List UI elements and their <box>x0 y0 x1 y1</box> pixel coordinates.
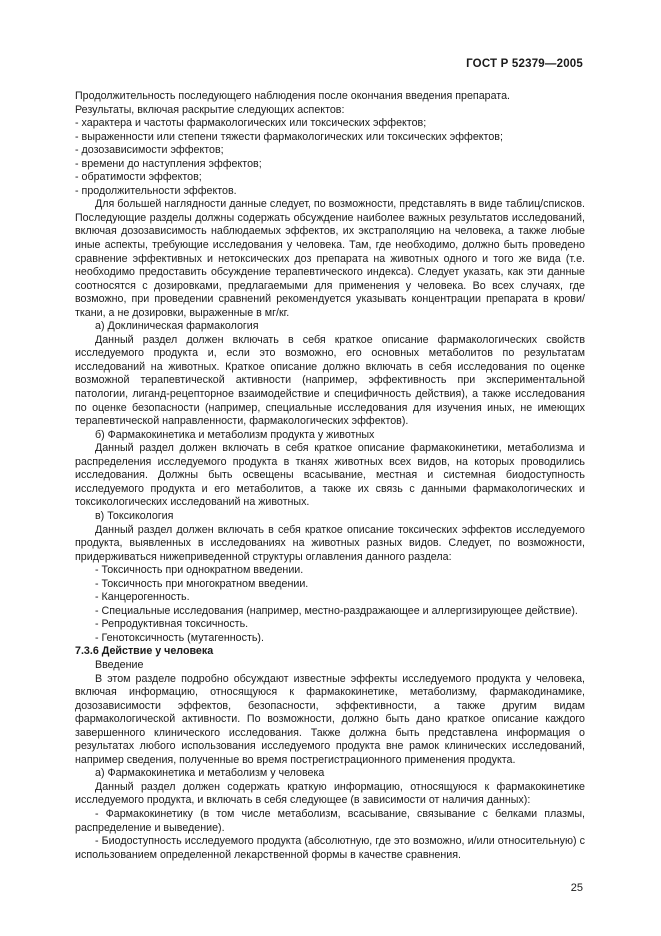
body-paragraph: - Канцерогенность. <box>95 591 190 604</box>
section-heading: 7.3.6 Действие у человека <box>75 645 214 658</box>
body-paragraph: Данный раздел должен включать в себя краткое описание фармакокинетики, метаболизма и распределения исследуемого продукта в тканях животных всех видов, на которых проводились исследования. Должны быть освещены всасывание, местная и системная биодоступность исследуемого продукта и его метаболитов, а также их связь с данными фармакологических и токсикологических исследований на животных. <box>75 442 585 509</box>
page-number: 25 <box>570 882 583 894</box>
body-paragraph: - Токсичность при однократном введении. <box>95 564 304 577</box>
body-paragraph: В этом разделе подробно обсуждают известные эффекты исследуемого продукта у человека, включая информацию, относящуюся к фармакокинетике, метаболизму, фармакодинамике, дозозависимости эффектов, безопасности, эффективности, а также другим видам фармакологической активности. По возможности, должно быть дано краткое описание каждого завершенного клинического исследования. Также должна быть представлена информация о результатах любого использования исследуемого продукта вне рамок клинических исследований, например сведения, полученные во время пострегистрационного применения продукта. <box>75 672 585 766</box>
document-body <box>75 90 585 862</box>
body-paragraph: в) Токсикология <box>95 509 174 522</box>
body-paragraph: - Генотоксичность (мутагенность). <box>95 631 264 644</box>
body-paragraph: - времени до наступления эффектов; <box>75 157 262 170</box>
body-paragraph: а) Фармакокинетика и метаболизм у человека <box>95 767 325 780</box>
body-paragraph: Для большей наглядности данные следует, по возможности, представлять в виде таблиц/списков. Последующие разделы должны содержать обсуждение наиболее важных результатов исследований, включая дозозависимость наблюдаемых эффектов, их экстраполяцию на человека, а также любые иные аспекты, требующие исследования у человека. Там, где необходимо, должно быть проведено сравнение эффективных и нетоксических доз препарата на животных одного и того же вида (т.е. необходимо предоставить обсуждение терапевтического индекса). Следует указать, как эти данные соотносятся с дозировками, предлагаемыми для применения у человека. Во всех случаях, где возможно, при проведении сравнений рекомендуется указывать концентрации препарата в крови/ткани, а не дозировки, выраженные в мг/кг. <box>75 198 585 319</box>
body-paragraph: Продолжительность последующего наблюдения после окончания введения препарата. <box>75 90 510 102</box>
body-paragraph: - Биодоступность исследуемого продукта (абсолютную, где это возможно, и/или относительную) с использованием определенной лекарственной формы в качестве сравнения. <box>75 835 585 861</box>
body-paragraph: - продолжительности эффектов. <box>75 184 237 197</box>
body-paragraph: Результаты, включая раскрытие следующих аспектов: <box>75 103 345 116</box>
body-paragraph: Данный раздел должен содержать краткую информацию, относящуюся к фармакокинетике исследуемого продукта, и включать в себя следующее (в зависимости от наличия данных): <box>75 780 585 807</box>
body-paragraph: - Фармакокинетику (в том числе метаболизм, всасывание, связывание с белками плазмы, распределение и выведение). <box>75 807 585 834</box>
body-paragraph: - характера и частоты фармакологических или токсических эффектов; <box>75 117 427 130</box>
body-paragraph: - дозозависимости эффектов; <box>75 144 224 157</box>
body-paragraph: Данный раздел должен включать в себя краткое описание токсических эффектов исследуемого продукта, выявленных в исследованиях на животных разных видов. Следует, по возможности, придерживаться нижеприведенной структуры оглавления данного раздела: <box>75 523 585 563</box>
body-paragraph: - Токсичность при многократном введении. <box>95 577 309 590</box>
document-number: ГОСТ Р 52379—2005 <box>466 58 583 70</box>
body-paragraph: - Репродуктивная токсичность. <box>95 618 249 631</box>
body-paragraph: - Специальные исследования (например, местно-раздражающее и аллергизирующее действие). <box>95 604 578 617</box>
body-paragraph: а) Доклиническая фармакология <box>95 320 259 333</box>
body-paragraph: - обратимости эффектов; <box>75 171 202 184</box>
body-paragraph: - выраженности или степени тяжести фармакологических или токсических эффектов; <box>75 130 503 143</box>
body-paragraph: Введение <box>95 658 144 671</box>
body-paragraph: б) Фармакокинетика и метаболизм продукта у животных <box>95 428 375 441</box>
body-paragraph: Данный раздел должен включать в себя краткое описание фармакологических свойств исследуемого продукта и, если это возможно, его основных метаболитов по результатам исследований на животных. Краткое описание должно включать в себя исследования по оценке возможной терапевтической активности (например, эффективность при экспериментальной патологии, лиганд-рецепторное взаимодействие и специфичность действия), а также исследования по оценке безопасности (например, специальные исследования для изучения иных, не имеющих терапевтической направленности, фармакологических эффектов). <box>75 333 585 428</box>
